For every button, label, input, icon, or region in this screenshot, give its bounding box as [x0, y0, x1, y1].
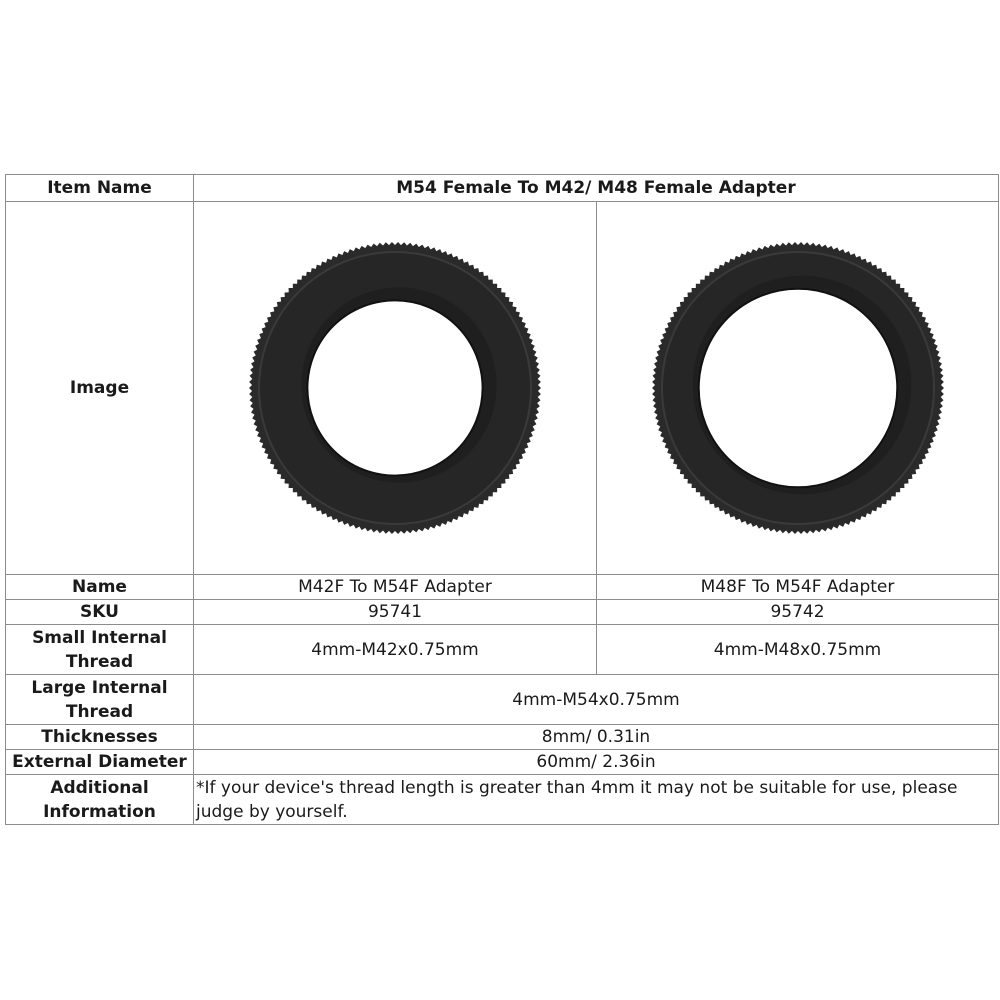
thickness-value: 8mm/ 0.31in	[194, 725, 999, 750]
row-item-name	[6, 175, 999, 202]
large-thread-label	[6, 675, 194, 725]
row-thickness	[6, 725, 999, 750]
sku-label: SKU	[6, 600, 194, 625]
spec-table	[5, 174, 999, 825]
small-thread-label-line1: Small Internal	[32, 627, 167, 648]
thickness-label: Thicknesses	[6, 725, 194, 750]
name-label: Name	[6, 575, 194, 600]
small-thread-value-2: 4mm-M48x0.75mm	[597, 625, 999, 675]
additional-value: *If your device's thread length is greater than 4mm it may not be suitable for use, please judge by yourself.	[194, 775, 999, 825]
large-thread-value: 4mm-M54x0.75mm	[194, 675, 999, 725]
name-value-1: M42F To M54F Adapter	[194, 575, 597, 600]
large-thread-label-line2: Thread	[65, 701, 134, 722]
row-diameter	[6, 750, 999, 775]
adapter-ring-m48-icon	[648, 238, 948, 538]
item-name-label: Item Name	[6, 175, 194, 202]
image-cell-1	[194, 202, 597, 575]
row-name	[6, 575, 999, 600]
additional-label	[6, 775, 194, 825]
additional-label-line2: Information	[43, 801, 156, 822]
adapter-ring-m42-icon	[245, 238, 545, 538]
name-value-2: M48F To M54F Adapter	[597, 575, 999, 600]
image-label: Image	[6, 202, 194, 575]
image-cell-2	[597, 202, 999, 575]
sku-value-1: 95741	[194, 600, 597, 625]
sku-value-2: 95742	[597, 600, 999, 625]
item-name-value: M54 Female To M42/ M48 Female Adapter	[194, 175, 999, 202]
row-large-thread	[6, 675, 999, 725]
additional-label-line1: Additional	[50, 777, 149, 798]
row-additional	[6, 775, 999, 825]
diameter-value: 60mm/ 2.36in	[194, 750, 999, 775]
large-thread-label-line1: Large Internal	[31, 677, 168, 698]
small-thread-label-line2: Thread	[65, 651, 134, 672]
row-image	[6, 202, 999, 575]
row-sku	[6, 600, 999, 625]
small-thread-label	[6, 625, 194, 675]
small-thread-value-1: 4mm-M42x0.75mm	[194, 625, 597, 675]
row-small-thread	[6, 625, 999, 675]
diameter-label: External Diameter	[6, 750, 194, 775]
